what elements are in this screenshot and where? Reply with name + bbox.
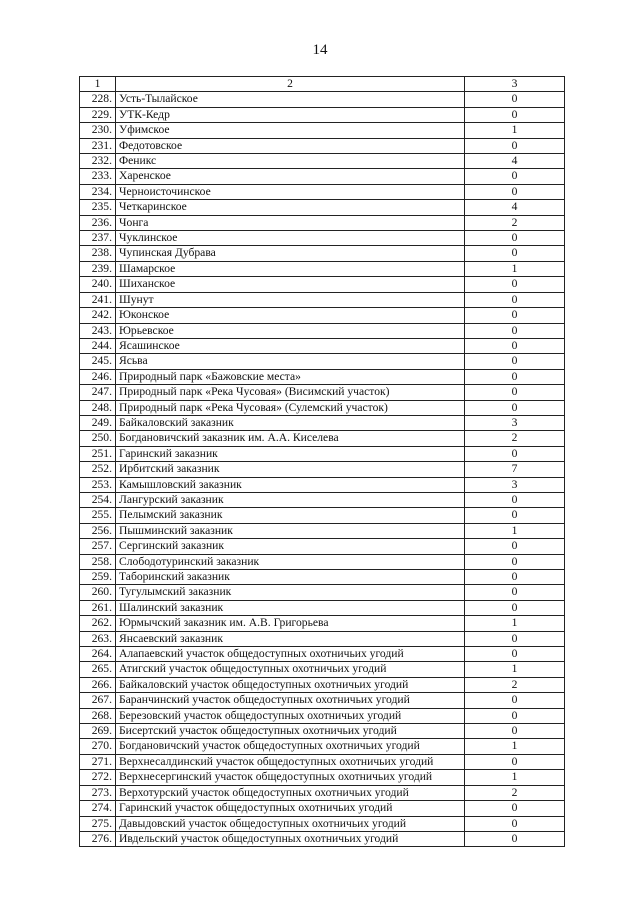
row-value-cell: 0 <box>465 816 565 831</box>
header-cell-number: 1 <box>80 77 116 92</box>
row-value-cell: 0 <box>465 631 565 646</box>
table-row <box>80 724 565 739</box>
row-name-cell: Чуклинское <box>116 231 465 246</box>
row-number-cell: 253. <box>80 477 116 492</box>
row-name-cell: Атигский участок общедоступных охотничьих угодий <box>116 662 465 677</box>
row-value-cell: 7 <box>465 462 565 477</box>
row-name-cell: Пышминский заказник <box>116 523 465 538</box>
table-row <box>80 246 565 261</box>
row-name-cell: Березовский участок общедоступных охотничьих угодий <box>116 708 465 723</box>
row-name-cell: Янсаевский заказник <box>116 631 465 646</box>
row-number-cell: 229. <box>80 107 116 122</box>
table-row <box>80 523 565 538</box>
row-name-cell: Усть-Тылайское <box>116 92 465 107</box>
row-value-cell: 0 <box>465 508 565 523</box>
row-value-cell: 0 <box>465 801 565 816</box>
row-number-cell: 270. <box>80 739 116 754</box>
row-number-cell: 266. <box>80 677 116 692</box>
row-value-cell: 0 <box>465 539 565 554</box>
row-value-cell: 0 <box>465 570 565 585</box>
row-name-cell: Ясьва <box>116 354 465 369</box>
row-number-cell: 241. <box>80 292 116 307</box>
row-number-cell: 240. <box>80 277 116 292</box>
row-name-cell: Баранчинский участок общедоступных охотничьих угодий <box>116 693 465 708</box>
table-row <box>80 431 565 446</box>
row-number-cell: 232. <box>80 154 116 169</box>
row-number-cell: 235. <box>80 200 116 215</box>
table-row <box>80 215 565 230</box>
row-value-cell: 0 <box>465 693 565 708</box>
row-name-cell: Байкаловский заказник <box>116 415 465 430</box>
row-value-cell: 0 <box>465 492 565 507</box>
row-number-cell: 255. <box>80 508 116 523</box>
row-name-cell: Шиханское <box>116 277 465 292</box>
table-row <box>80 816 565 831</box>
row-name-cell: Лангурский заказник <box>116 492 465 507</box>
row-number-cell: 239. <box>80 261 116 276</box>
row-name-cell: Природный парк «Река Чусовая» (Висимский участок) <box>116 385 465 400</box>
table-row <box>80 400 565 415</box>
row-name-cell: Гаринский участок общедоступных охотничьих угодий <box>116 801 465 816</box>
row-value-cell: 0 <box>465 708 565 723</box>
row-value-cell: 0 <box>465 600 565 615</box>
row-number-cell: 250. <box>80 431 116 446</box>
row-number-cell: 238. <box>80 246 116 261</box>
row-value-cell: 0 <box>465 169 565 184</box>
table-row <box>80 154 565 169</box>
table-row <box>80 261 565 276</box>
table-row <box>80 647 565 662</box>
row-number-cell: 242. <box>80 308 116 323</box>
table-row <box>80 631 565 646</box>
row-name-cell: Камышловский заказник <box>116 477 465 492</box>
row-name-cell: Шамарское <box>116 261 465 276</box>
table-row <box>80 292 565 307</box>
row-number-cell: 262. <box>80 616 116 631</box>
row-value-cell: 0 <box>465 385 565 400</box>
row-number-cell: 258. <box>80 554 116 569</box>
table-row <box>80 831 565 846</box>
row-value-cell: 0 <box>465 369 565 384</box>
row-name-cell: Байкаловский участок общедоступных охотничьих угодий <box>116 677 465 692</box>
row-name-cell: Верхотурский участок общедоступных охотничьих угодий <box>116 785 465 800</box>
row-name-cell: Чонга <box>116 215 465 230</box>
row-value-cell: 1 <box>465 770 565 785</box>
table-body <box>80 77 565 847</box>
table-row <box>80 616 565 631</box>
row-number-cell: 268. <box>80 708 116 723</box>
row-number-cell: 251. <box>80 446 116 461</box>
row-value-cell: 0 <box>465 585 565 600</box>
row-number-cell: 269. <box>80 724 116 739</box>
row-name-cell: Давыдовский участок общедоступных охотничьих угодий <box>116 816 465 831</box>
row-value-cell: 0 <box>465 338 565 353</box>
row-name-cell: Таборинский заказник <box>116 570 465 585</box>
row-value-cell: 0 <box>465 554 565 569</box>
row-name-cell: Богдановичский заказник им. А.А. Киселева <box>116 431 465 446</box>
row-name-cell: Слободотуринский заказник <box>116 554 465 569</box>
row-name-cell: Чупинская Дубрава <box>116 246 465 261</box>
row-name-cell: УТК-Кедр <box>116 107 465 122</box>
row-value-cell: 0 <box>465 400 565 415</box>
row-name-cell: Тугулымский заказник <box>116 585 465 600</box>
row-number-cell: 230. <box>80 123 116 138</box>
row-number-cell: 236. <box>80 215 116 230</box>
row-number-cell: 249. <box>80 415 116 430</box>
row-number-cell: 247. <box>80 385 116 400</box>
row-value-cell: 1 <box>465 616 565 631</box>
table-row <box>80 354 565 369</box>
row-value-cell: 2 <box>465 431 565 446</box>
row-name-cell: Черноисточинское <box>116 184 465 199</box>
row-number-cell: 244. <box>80 338 116 353</box>
table-row <box>80 785 565 800</box>
row-number-cell: 259. <box>80 570 116 585</box>
row-value-cell: 2 <box>465 215 565 230</box>
row-value-cell: 0 <box>465 231 565 246</box>
row-value-cell: 0 <box>465 292 565 307</box>
row-name-cell: Верхнесергинский участок общедоступных охотничьих угодий <box>116 770 465 785</box>
row-value-cell: 1 <box>465 523 565 538</box>
table-row <box>80 754 565 769</box>
row-name-cell: Пелымский заказник <box>116 508 465 523</box>
row-value-cell: 4 <box>465 200 565 215</box>
row-name-cell: Верхнесалдинский участок общедоступных охотничьих угодий <box>116 754 465 769</box>
row-value-cell: 0 <box>465 354 565 369</box>
table-row <box>80 385 565 400</box>
row-value-cell: 0 <box>465 184 565 199</box>
row-number-cell: 271. <box>80 754 116 769</box>
table-header-row <box>80 77 565 92</box>
row-number-cell: 265. <box>80 662 116 677</box>
row-name-cell: Богдановичский участок общедоступных охотничьих угодий <box>116 739 465 754</box>
table-row <box>80 323 565 338</box>
row-number-cell: 276. <box>80 831 116 846</box>
table-row <box>80 446 565 461</box>
row-value-cell: 0 <box>465 246 565 261</box>
row-name-cell: Бисертский участок общедоступных охотничьих угодий <box>116 724 465 739</box>
table-row <box>80 539 565 554</box>
row-value-cell: 0 <box>465 724 565 739</box>
row-value-cell: 2 <box>465 677 565 692</box>
row-number-cell: 248. <box>80 400 116 415</box>
row-name-cell: Юконское <box>116 308 465 323</box>
row-value-cell: 1 <box>465 739 565 754</box>
row-number-cell: 260. <box>80 585 116 600</box>
row-value-cell: 1 <box>465 123 565 138</box>
row-value-cell: 0 <box>465 754 565 769</box>
table-row <box>80 570 565 585</box>
row-number-cell: 261. <box>80 600 116 615</box>
row-number-cell: 237. <box>80 231 116 246</box>
table-row <box>80 184 565 199</box>
table-row <box>80 462 565 477</box>
table-row <box>80 308 565 323</box>
table-row <box>80 770 565 785</box>
row-value-cell: 0 <box>465 92 565 107</box>
table-row <box>80 277 565 292</box>
row-name-cell: Природный парк «Река Чусовая» (Сулемский участок) <box>116 400 465 415</box>
row-number-cell: 275. <box>80 816 116 831</box>
table-row <box>80 107 565 122</box>
table-row <box>80 677 565 692</box>
header-cell-name: 2 <box>116 77 465 92</box>
row-number-cell: 234. <box>80 184 116 199</box>
table-row <box>80 415 565 430</box>
table-row <box>80 585 565 600</box>
row-name-cell: Природный парк «Бажовские места» <box>116 369 465 384</box>
row-value-cell: 0 <box>465 647 565 662</box>
row-value-cell: 0 <box>465 107 565 122</box>
table-row <box>80 554 565 569</box>
row-value-cell: 0 <box>465 831 565 846</box>
header-cell-value: 3 <box>465 77 565 92</box>
row-value-cell: 1 <box>465 662 565 677</box>
row-number-cell: 272. <box>80 770 116 785</box>
row-number-cell: 228. <box>80 92 116 107</box>
row-value-cell: 1 <box>465 261 565 276</box>
table-row <box>80 200 565 215</box>
row-name-cell: Феникс <box>116 154 465 169</box>
table-row <box>80 92 565 107</box>
row-name-cell: Четкаринское <box>116 200 465 215</box>
table-row <box>80 739 565 754</box>
row-number-cell: 257. <box>80 539 116 554</box>
row-name-cell: Юрмычский заказник им. А.В. Григорьева <box>116 616 465 631</box>
row-name-cell: Харенское <box>116 169 465 184</box>
row-value-cell: 0 <box>465 308 565 323</box>
table-row <box>80 477 565 492</box>
row-value-cell: 0 <box>465 138 565 153</box>
row-value-cell: 3 <box>465 415 565 430</box>
row-name-cell: Шунут <box>116 292 465 307</box>
table-row <box>80 708 565 723</box>
table-row <box>80 801 565 816</box>
table-row <box>80 492 565 507</box>
row-number-cell: 267. <box>80 693 116 708</box>
row-number-cell: 274. <box>80 801 116 816</box>
row-number-cell: 263. <box>80 631 116 646</box>
row-value-cell: 4 <box>465 154 565 169</box>
row-name-cell: Уфимское <box>116 123 465 138</box>
row-value-cell: 0 <box>465 277 565 292</box>
table-row <box>80 508 565 523</box>
table-row <box>80 369 565 384</box>
table-row <box>80 169 565 184</box>
row-name-cell: Сергинский заказник <box>116 539 465 554</box>
page-number: 14 <box>312 42 328 58</box>
row-name-cell: Алапаевский участок общедоступных охотничьих угодий <box>116 647 465 662</box>
row-name-cell: Гаринский заказник <box>116 446 465 461</box>
row-number-cell: 233. <box>80 169 116 184</box>
data-table <box>79 76 565 847</box>
table-row <box>80 600 565 615</box>
row-number-cell: 264. <box>80 647 116 662</box>
table-row <box>80 123 565 138</box>
row-number-cell: 231. <box>80 138 116 153</box>
row-number-cell: 243. <box>80 323 116 338</box>
row-number-cell: 246. <box>80 369 116 384</box>
row-number-cell: 254. <box>80 492 116 507</box>
row-name-cell: Шалинский заказник <box>116 600 465 615</box>
table-row <box>80 662 565 677</box>
row-number-cell: 273. <box>80 785 116 800</box>
row-value-cell: 2 <box>465 785 565 800</box>
row-number-cell: 256. <box>80 523 116 538</box>
row-value-cell: 0 <box>465 323 565 338</box>
table-row <box>80 338 565 353</box>
row-value-cell: 0 <box>465 446 565 461</box>
table-row <box>80 231 565 246</box>
row-value-cell: 3 <box>465 477 565 492</box>
table-row <box>80 693 565 708</box>
row-number-cell: 252. <box>80 462 116 477</box>
row-name-cell: Ивдельский участок общедоступных охотничьих угодий <box>116 831 465 846</box>
row-number-cell: 245. <box>80 354 116 369</box>
table-row <box>80 138 565 153</box>
row-name-cell: Ирбитский заказник <box>116 462 465 477</box>
row-name-cell: Федотовское <box>116 138 465 153</box>
row-name-cell: Ясашинское <box>116 338 465 353</box>
row-name-cell: Юрьевское <box>116 323 465 338</box>
